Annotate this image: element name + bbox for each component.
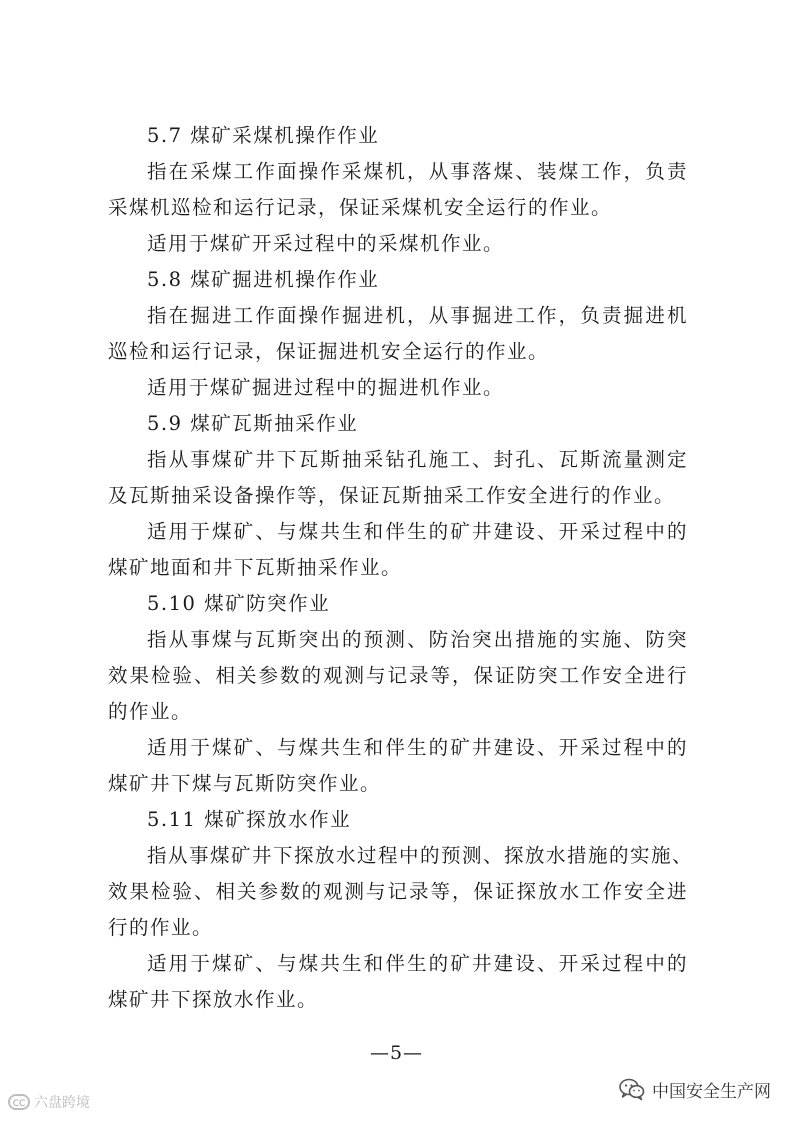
paragraph-line: 行的作业。 (108, 916, 214, 939)
paragraph-line: 适用于煤矿掘进过程中的掘进机作业。 (147, 376, 505, 399)
paragraph-line: 指从事煤与瓦斯突出的预测、防治突出措施的实施、防突 (147, 628, 688, 651)
paragraph-line: 指在采煤工作面操作采煤机，从事落煤、装煤工作，负责 (147, 160, 688, 183)
watermark-right (618, 1076, 771, 1102)
paragraph-line: 效果检验、相关参数的观测与记录等，保证探放水工作安全进 (108, 880, 688, 903)
paragraph-line: 效果检验、相关参数的观测与记录等，保证防突工作安全进行 (108, 664, 688, 687)
paragraph-line: 采煤机巡检和运行记录，保证采煤机安全运行的作业。 (108, 196, 613, 219)
document-body (108, 118, 694, 1018)
paragraph-line: 适用于煤矿开采过程中的采煤机作业。 (147, 232, 505, 255)
paragraph-line: 适用于煤矿、与煤共生和伴生的矿井建设、开采过程中的 (147, 520, 688, 543)
paragraph-line: 指在掘进工作面操作掘进机，从事掘进工作，负责掘进机 (147, 304, 688, 327)
page-number: —5— (369, 1042, 424, 1064)
paragraph-line: 适用于煤矿、与煤共生和伴生的矿井建设、开采过程中的 (147, 736, 688, 759)
paragraph-line: 煤矿井下探放水作业。 (108, 988, 319, 1011)
paragraph-line: 适用于煤矿、与煤共生和伴生的矿井建设、开采过程中的 (147, 952, 688, 975)
paragraph-line: 指从事煤矿井下瓦斯抽采钻孔施工、封孔、瓦斯流量测定 (147, 448, 688, 471)
paragraph-line: 煤矿井下煤与瓦斯防突作业。 (108, 772, 382, 795)
paragraph-line: 指从事煤矿井下探放水过程中的预测、探放水措施的实施、 (147, 844, 694, 867)
section-heading-5-7: 5.7 煤矿采煤机操作作业 (147, 124, 380, 147)
watermark-left (8, 1090, 90, 1114)
watermark-left-text: 六盘跨境 (34, 1095, 90, 1111)
paragraph-line: 煤矿地面和井下瓦斯抽采作业。 (108, 556, 403, 579)
wechat-icon (618, 1077, 646, 1101)
watermark-logo: CC (8, 1094, 30, 1110)
paragraph-line: 的作业。 (108, 700, 193, 723)
watermark-right-text: 中国安全生产网 (652, 1081, 771, 1102)
paragraph-line: 及瓦斯抽采设备操作等，保证瓦斯抽采工作安全进行的作业。 (108, 484, 676, 507)
section-heading-5-8: 5.8 煤矿掘进机操作作业 (147, 268, 380, 291)
section-heading-5-11: 5.11 煤矿探放水作业 (147, 808, 352, 831)
section-heading-5-10: 5.10 煤矿防突作业 (147, 592, 331, 615)
paragraph-line: 巡检和运行记录，保证掘进机安全运行的作业。 (108, 340, 550, 363)
section-heading-5-9: 5.9 煤矿瓦斯抽采作业 (147, 412, 359, 435)
